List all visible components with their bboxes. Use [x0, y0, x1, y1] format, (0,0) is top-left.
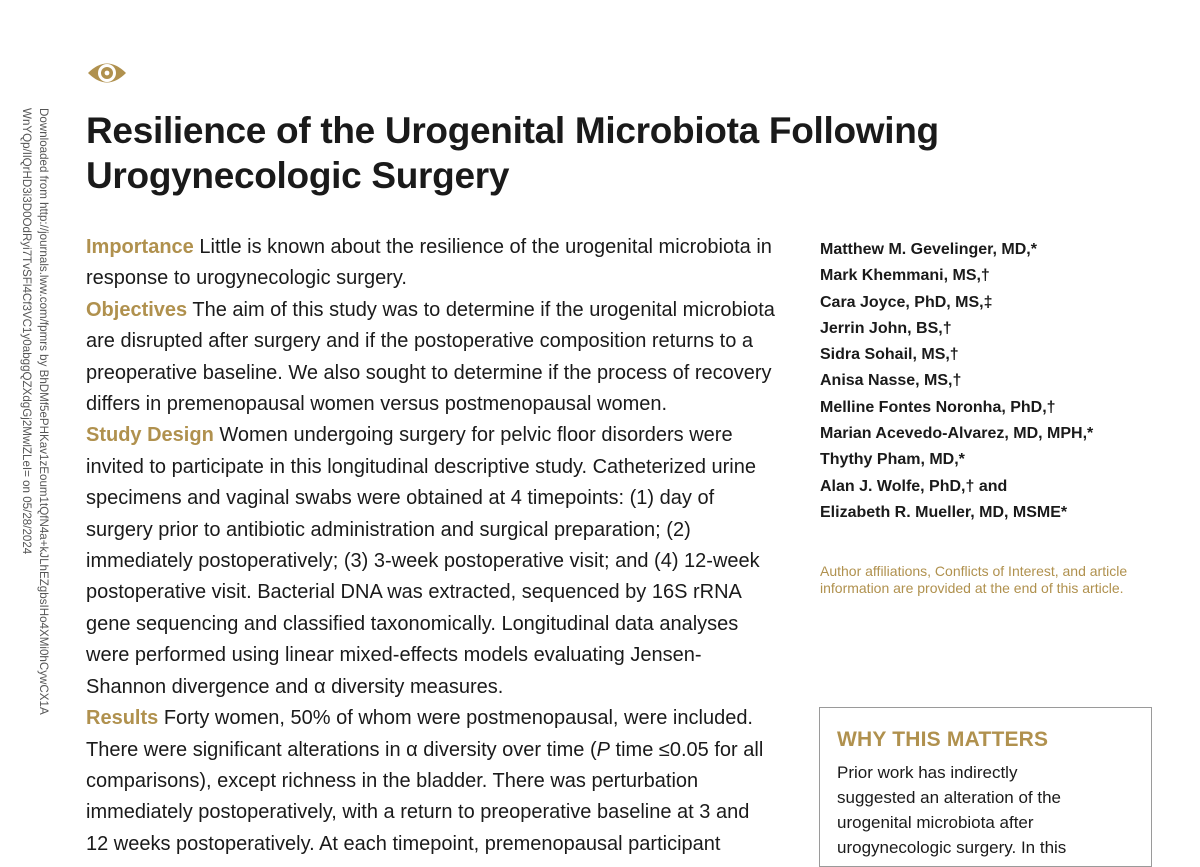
abstract	[86, 232, 776, 860]
author: Cara Joyce, PhD, MS,‡	[820, 293, 993, 311]
why-this-matters-body: Prior work has indirectly suggested an alteration of the urogenital microbiota after urogynecologic surgery. In this	[837, 763, 1067, 857]
why-this-matters-box	[819, 707, 1152, 867]
abstract-objectives-text: The aim of this study was to determine if the urogenital microbiota are disrupted after surgery and if the postoperative composition returns to a preoperative baseline. We also sought to determine if the process of recovery differs in premenopausal women versus postmenopausal women.	[86, 298, 775, 416]
abstract-importance-label: Importance	[86, 236, 194, 258]
article-title-line-1: Resilience of the Urogenital Microbiota Following	[86, 110, 939, 151]
abstract-importance	[86, 232, 776, 295]
article-title-line-2: Urogynecologic Surgery	[86, 155, 510, 196]
author: Matthew M. Gevelinger, MD,*	[820, 241, 1037, 258]
author: Alan J. Wolfe, PhD,† and	[820, 477, 1008, 495]
abstract-importance-text: Little is known about the resilience of the urogenital microbiota in response to urogynecologic surgery.	[86, 236, 772, 290]
author: Anisa Nasse, MS,†	[820, 372, 962, 390]
abstract-objectives	[86, 295, 776, 421]
p-value-symbol: P	[596, 738, 610, 761]
eye-icon	[86, 58, 128, 88]
affiliation-note: Author affiliations, Conflicts of Interest, and article information are provided at the end of this article.	[820, 563, 1128, 596]
abstract-study-design-label: Study Design	[86, 424, 214, 447]
abstract-results-text-1: Forty women, 50% of whom were postmenopausal, were included. There were significant alterations in α diversity over time (	[86, 707, 753, 761]
author: Sidra Sohail, MS,†	[820, 346, 959, 364]
why-this-matters-title: WHY THIS MATTERS	[837, 728, 1049, 751]
author: Thythy Pham, MD,*	[820, 451, 965, 469]
download-notice-line-1: Downloaded from http://journals.lww.com/fpmrs by BhDMf5ePHKav1zEoum1tQfN4a+kJLhEZgbsIHo4XMi0hCywCX1A	[37, 108, 50, 715]
abstract-results-label: Results	[86, 707, 159, 730]
author: Jerrin John, BS,†	[820, 319, 952, 337]
abstract-study-design-text: Women undergoing surgery for pelvic floor disorders were invited to participate in this longitudinal descriptive study. Catheterized urine specimens and vaginal swabs were obtained at 4 timepoints: (1) day of surgery prior to antibiotic administration and surgical preparation; (2) immediately postoperatively; (3) 3-week postoperative visit; and (4) 12-week postoperative visit. Bacterial DNA was extracted, sequenced by 16S rRNA gene sequencing and classified taxonomically. Longitudinal data analyses were performed using linear mixed-effects models evaluating Jensen-Shannon divergence and α diversity measures.	[86, 424, 760, 698]
abstract-objectives-label: Objectives	[86, 298, 188, 321]
download-notice	[18, 108, 52, 768]
abstract-study-design	[86, 420, 776, 703]
article-title	[86, 108, 986, 198]
abstract-results-text-2: time ≤0.05 for all comparisons), except richness in the bladder. There was perturbation immediately postoperatively, with a return to preoperative baseline at 3 and 12 weeks postoperatively. At each timepoint, premenopausal participant	[86, 738, 764, 855]
author: Melline Fontes Noronha, PhD,†	[820, 398, 1056, 416]
author: Mark Khemmani, MS,†	[820, 267, 990, 285]
author: Marian Acevedo-Alvarez, MD, MPH,*	[820, 425, 1094, 443]
abstract-results	[86, 703, 776, 860]
author-list	[820, 237, 1180, 526]
download-notice-line-2: WnYQp/IlQrHD3i3D0OdRyi7TvSFl4Cf3VC1y0abggQZXdgGj2MwlZLeI= on 05/28/2024	[20, 108, 33, 555]
author: Elizabeth R. Mueller, MD, MSME*	[820, 503, 1068, 521]
